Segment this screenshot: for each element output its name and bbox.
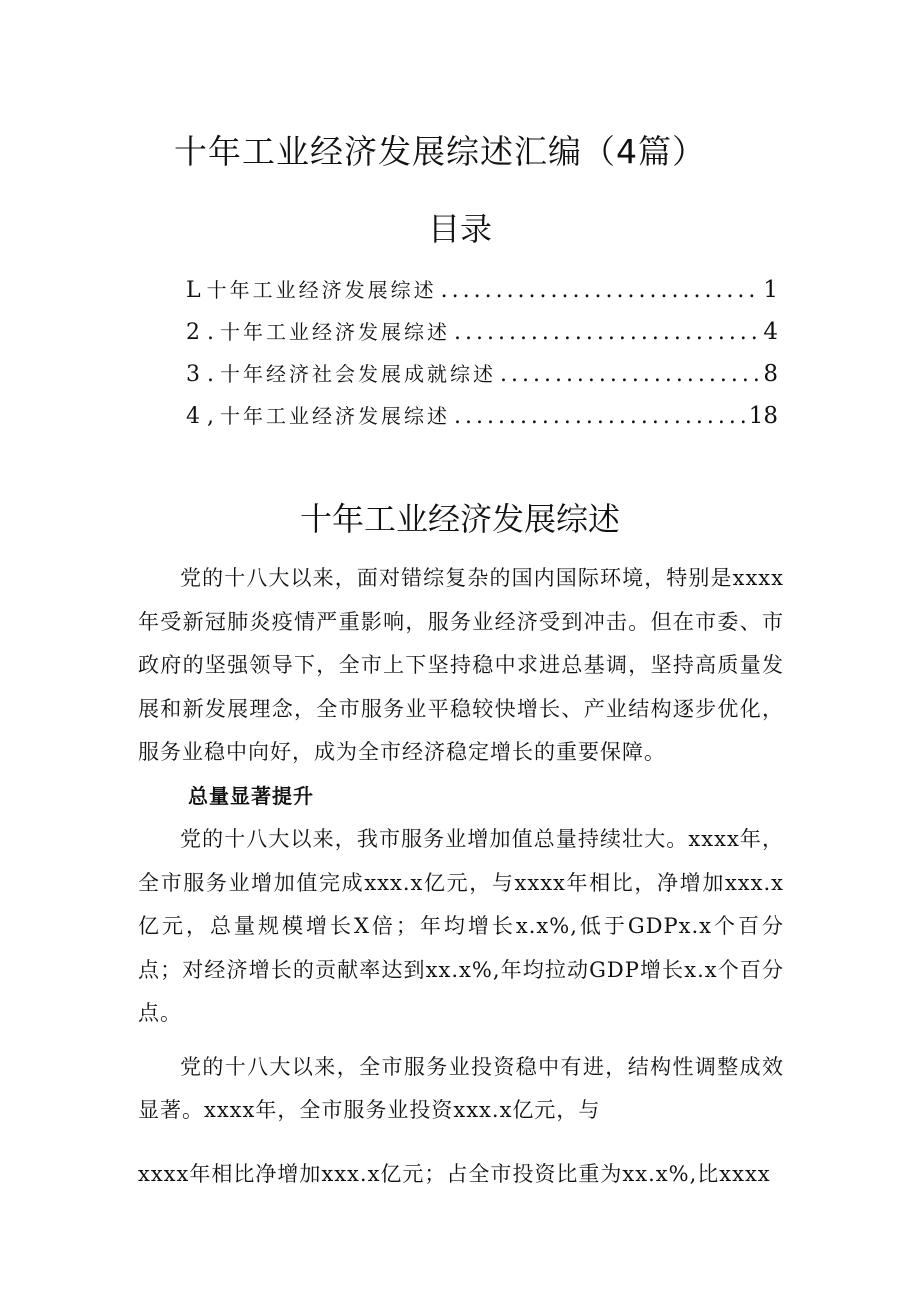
body-paragraph: xxxx年相比净增加xxx.x亿元；占全市投资比重为xx.x%,比xxxx <box>138 1161 771 1186</box>
toc-entry-page: 8 <box>763 361 778 387</box>
toc-entry-title: 十年经济社会发展成就综述 <box>219 362 496 386</box>
toc-leader-dots <box>441 278 760 303</box>
toc-entry-title: 十年工业经济发展综述 <box>206 278 437 302</box>
body-paragraph: 党的十八大以来，全市服务业投资稳中有进，结构性调整成效显著。xxxx年，全市服务业投资xxx.x亿元，与 <box>138 1054 784 1122</box>
toc-leader-dots <box>454 404 745 429</box>
intro-paragraph: 党的十八大以来，面对错综复杂的国内国际环境，特别是xxxx年受新冠肺炎疫情严重影响，服务业经济受到冲击。但在市委、市政府的坚强领导下，全市上下坚持稳中求进总基调，坚持高质量发展和新发展理念，全市服务业平稳较快增长、产业结构逐步优化，服务业稳中向好，成为全市经济稳定增长的重要保障。 <box>138 566 784 764</box>
article-body <box>138 557 784 1196</box>
toc-entry-number: L <box>186 278 201 303</box>
toc-entry-title: 十年工业经济发展综述 <box>219 320 450 344</box>
toc-entry[interactable] <box>186 400 778 442</box>
article-title: 十年工业经济发展综述 <box>299 500 620 538</box>
body-paragraph: 党的十八大以来，我市服务业增加值总量持续壮大。xxxx年，全市服务业增加值完成xxx.x亿元，与xxxx年相比，净增加xxx.x亿元，总量规模增长X倍；年均增长x.x%,低于GDPx.x个百分点；对经济增长的贡献率达到xx.x%,年均拉动GDP增长x.x个百分点。 <box>138 827 784 1025</box>
toc-entry-page: 1 <box>763 277 778 303</box>
toc-entry-number: 4 , <box>186 404 214 429</box>
toc-entry-number: 3 . <box>186 362 214 387</box>
toc-entry-title: 十年工业经济发展综述 <box>219 404 450 428</box>
document-title: 十年工业经济发展综述汇编（4篇） <box>174 132 706 171</box>
section-subheading: 总量显著提升 <box>188 783 314 808</box>
table-of-contents <box>186 274 778 442</box>
toc-entry-page: 18 <box>748 403 778 429</box>
toc-entry-number: 2 . <box>186 320 214 345</box>
toc-entry[interactable] <box>186 316 778 358</box>
toc-entry-page: 4 <box>763 319 778 345</box>
toc-heading: 目录 <box>427 210 492 248</box>
toc-leader-dots <box>500 362 759 387</box>
toc-entry[interactable] <box>186 358 778 400</box>
toc-leader-dots <box>454 320 759 345</box>
toc-entry[interactable] <box>186 274 778 316</box>
